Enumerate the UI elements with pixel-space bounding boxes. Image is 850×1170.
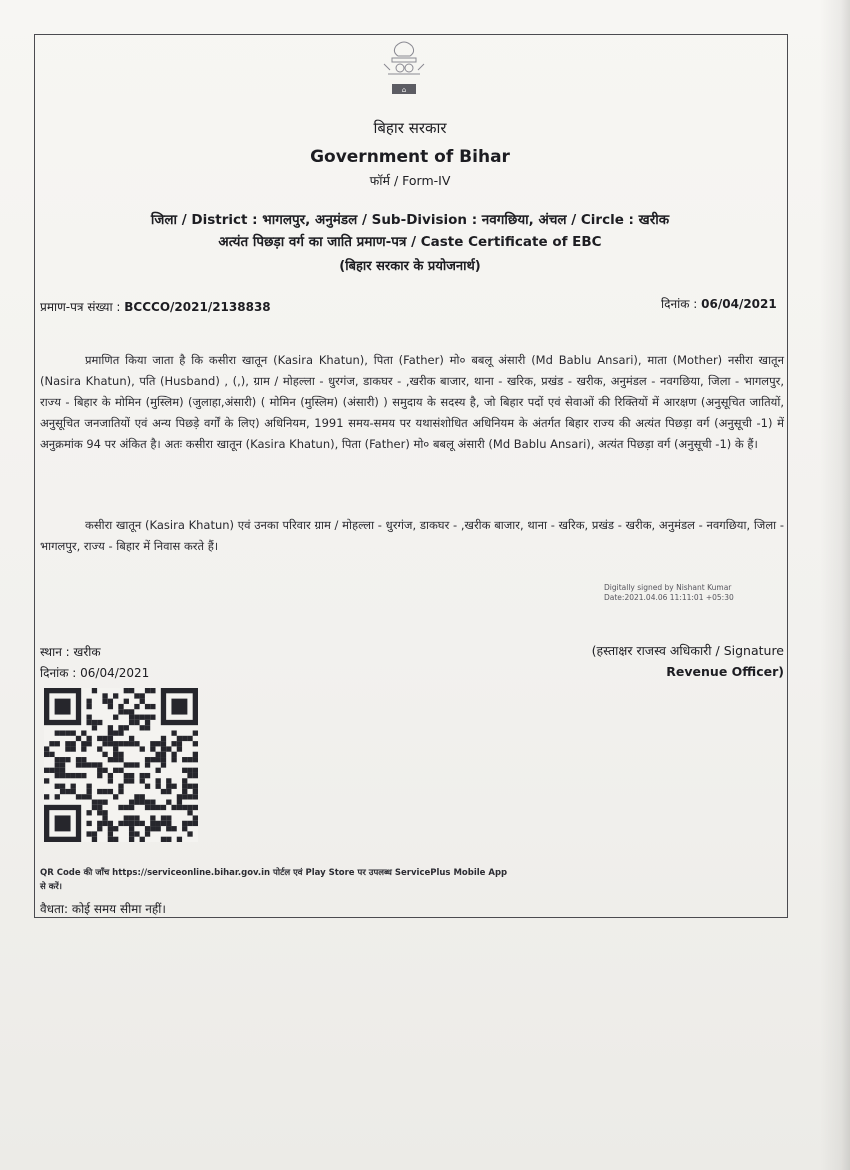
- certificate-date-label: दिनांक :: [661, 297, 698, 311]
- certificate-number-label: प्रमाण-पत्र संख्या :: [40, 300, 121, 314]
- svg-text:⌂: ⌂: [401, 86, 407, 94]
- digital-signature-line-2: Date:2021.04.06 11:11:01 +05:30: [604, 593, 734, 602]
- purpose-line: (बिहार सरकार के प्रयोजनार्थ): [339, 259, 481, 274]
- signature-line-1: (हस्ताक्षर राजस्व अधिकारी / Signature: [591, 643, 784, 658]
- certificate-number: [40, 298, 271, 315]
- district-line: जिला / District : भागलपुर, अनुमंडल / Sub-Division : नवगछिया, अंचल / Circle : खरीक: [150, 212, 670, 228]
- bihar-emblem-icon: [378, 38, 430, 100]
- form-number: फॉर्म / Form-IV: [369, 173, 451, 188]
- signature-block: [592, 640, 784, 682]
- digital-signature-stamp: [604, 583, 734, 603]
- issue-date: दिनांक : 06/04/2021: [40, 666, 150, 680]
- certificate-date: [661, 295, 777, 312]
- certificate-body-paragraph-2: कसीरा खातून (Kasira Khatun) एवं उनका परिवार ग्राम / मोहल्ला - धुरगंज, डाकघर - ,खरीक बाजार, थाना - खरिक, प्रखंड - खरीक, अनुमंडल - नवगछिया, जिला - भागलपुर, राज्य - बिहार में निवास करते हैं।: [40, 518, 784, 553]
- qr-verification-note: QR Code की जाँच https://serviceonline.bihar.gov.in पोर्टल एवं Play Store पर उपलब्ध ServicePlus Mobile App से करें।: [40, 868, 508, 892]
- certificate-number-value: BCCCO/2021/2138838: [124, 300, 271, 314]
- govt-title-hindi: बिहार सरकार: [373, 119, 447, 137]
- certificate-date-value: 06/04/2021: [701, 297, 777, 311]
- digital-signature-line-1: Digitally signed by Nishant Kumar: [604, 583, 732, 592]
- validity-note: वैधता: कोई समय सीमा नहीं।: [40, 902, 166, 916]
- page-fold-shadow: [820, 0, 850, 1170]
- qr-code-icon[interactable]: [44, 688, 198, 842]
- govt-title-english: Government of Bihar: [310, 147, 510, 167]
- signature-line-2: Revenue Officer): [666, 664, 784, 679]
- issue-place: स्थान : खरीक: [40, 645, 101, 659]
- certificate-title: अत्यंत पिछड़ा वर्ग का जाति प्रमाण-पत्र / Caste Certificate of EBC: [218, 234, 602, 250]
- certificate-body-paragraph-1: प्रमाणित किया जाता है कि कसीरा खातून (Kasira Khatun), पिता (Father) मो० बबलू अंसारी (Md Bablu Ansari), माता (Mother) नसीरा खातून (Nasira Khatun), पति (Husband) , (,), ग्राम / मोहल्ला - धुरगंज, डाकघर - ,खरीक बाजार, थाना - खरिक, प्रखंड - खरीक, अनुमंडल - नवगछिया, जिला - भागलपुर, राज्य - बिहार के मोमिन (मुस्लिम) (जुलाहा,अंसारी) ( मोमिन (मुस्लिम) (अंसारी) ) समुदाय के सदस्य है, जो बिहार पदों एवं सेवाओं की रिक्तियों में आरक्षण (अनुसूचित जातियों, अनुसूचित जनजातियों एवं अन्य पिछड़े वर्गों के लिए) अधिनियम, 1991 समय-समय पर यथासंशोधित अधिनियम के अंतर्गत बिहार राज्य की अत्यंत पिछड़ा वर्ग (अनुसूची -1) में अनुक्रमांक 94 पर अंकित है। अतः कसीरा खातून (Kasira Khatun), पिता (Father) मो० बबलू अंसारी (Md Bablu Ansari), अत्यंत पिछड़ा वर्ग (अनुसूची -1) के हैं।: [40, 353, 784, 451]
